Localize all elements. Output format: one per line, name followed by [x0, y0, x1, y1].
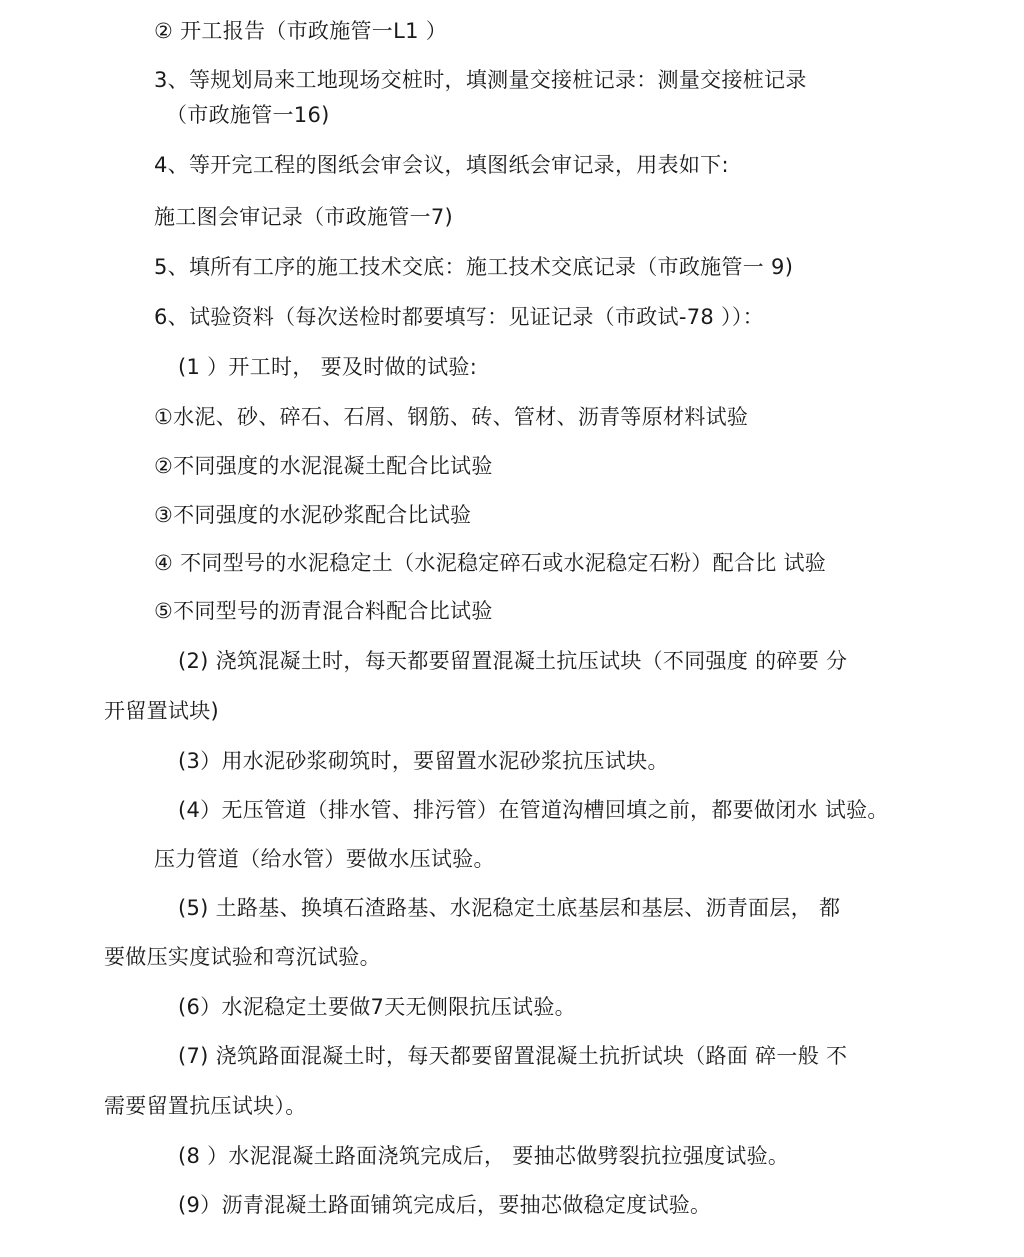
text-line-8: (1 ）开工时， 要及时做的试验:	[178, 355, 478, 379]
text-line-3: （市政施管一16)	[166, 103, 330, 127]
text-line-13: ⑤不同型号的沥青混合料配合比试验	[154, 599, 493, 623]
text-line-20: 要做压实度试验和弯沉试验。	[104, 945, 381, 969]
text-line-12: ④ 不同型号的水泥稳定土（水泥稳定碎石或水泥稳定石粉）配合比 试验	[154, 551, 827, 575]
text-line-21: (6）水泥稳定土要做7天无侧限抗压试验。	[178, 995, 576, 1019]
text-line-16: (3）用水泥砂浆砌筑时，要留置水泥砂浆抗压试块。	[178, 749, 669, 773]
text-line-5: 施工图会审记录（市政施管一7)	[154, 205, 454, 229]
text-line-14: (2) 浇筑混凝土时，每天都要留置混凝土抗压试块（不同强度 的碎要 分	[178, 649, 848, 673]
text-line-19: (5) 土路基、换填石渣路基、水泥稳定土底基层和基层、沥青面层， 都	[178, 896, 841, 920]
text-line-25: (9）沥青混凝土路面铺筑完成后，要抽芯做稳定度试验。	[178, 1193, 712, 1217]
text-line-11: ③不同强度的水泥砂浆配合比试验	[154, 503, 472, 527]
text-line-9: ①水泥、砂、碎石、石屑、钢筋、砖、管材、沥青等原材料试验	[154, 405, 749, 429]
text-line-10: ②不同强度的水泥混凝土配合比试验	[154, 454, 493, 478]
text-line-17: (4）无压管道（排水管、排污管）在管道沟槽回填之前，都要做闭水 试验。	[178, 798, 889, 822]
text-line-18: 压力管道（给水管）要做水压试验。	[154, 847, 495, 871]
text-line-22: (7) 浇筑路面混凝土时，每天都要留置混凝土抗折试块（路面 碎一般 不	[178, 1044, 848, 1068]
text-line-1: ② 开工报告（市政施管一L1 ）	[154, 19, 448, 43]
text-line-15: 开留置试块)	[104, 699, 219, 723]
text-line-4: 4、等开完工程的图纸会审会议，填图纸会审记录，用表如下:	[154, 153, 729, 177]
text-line-23: 需要留置抗压试块）。	[104, 1094, 307, 1118]
text-line-6: 5、填所有工序的施工技术交底：施工技术交底记录（市政施管一 9)	[154, 255, 794, 279]
text-line-7: 6、试验资料（每次送检时都要填写：见证记录（市政试-78 ））：	[154, 305, 764, 329]
text-line-24: (8 ）水泥混凝土路面浇筑完成后， 要抽芯做劈裂抗拉强度试验。	[178, 1144, 790, 1168]
text-line-2: 3、等规划局来工地现场交桩时，填测量交接桩记录：测量交接桩记录	[154, 68, 807, 92]
